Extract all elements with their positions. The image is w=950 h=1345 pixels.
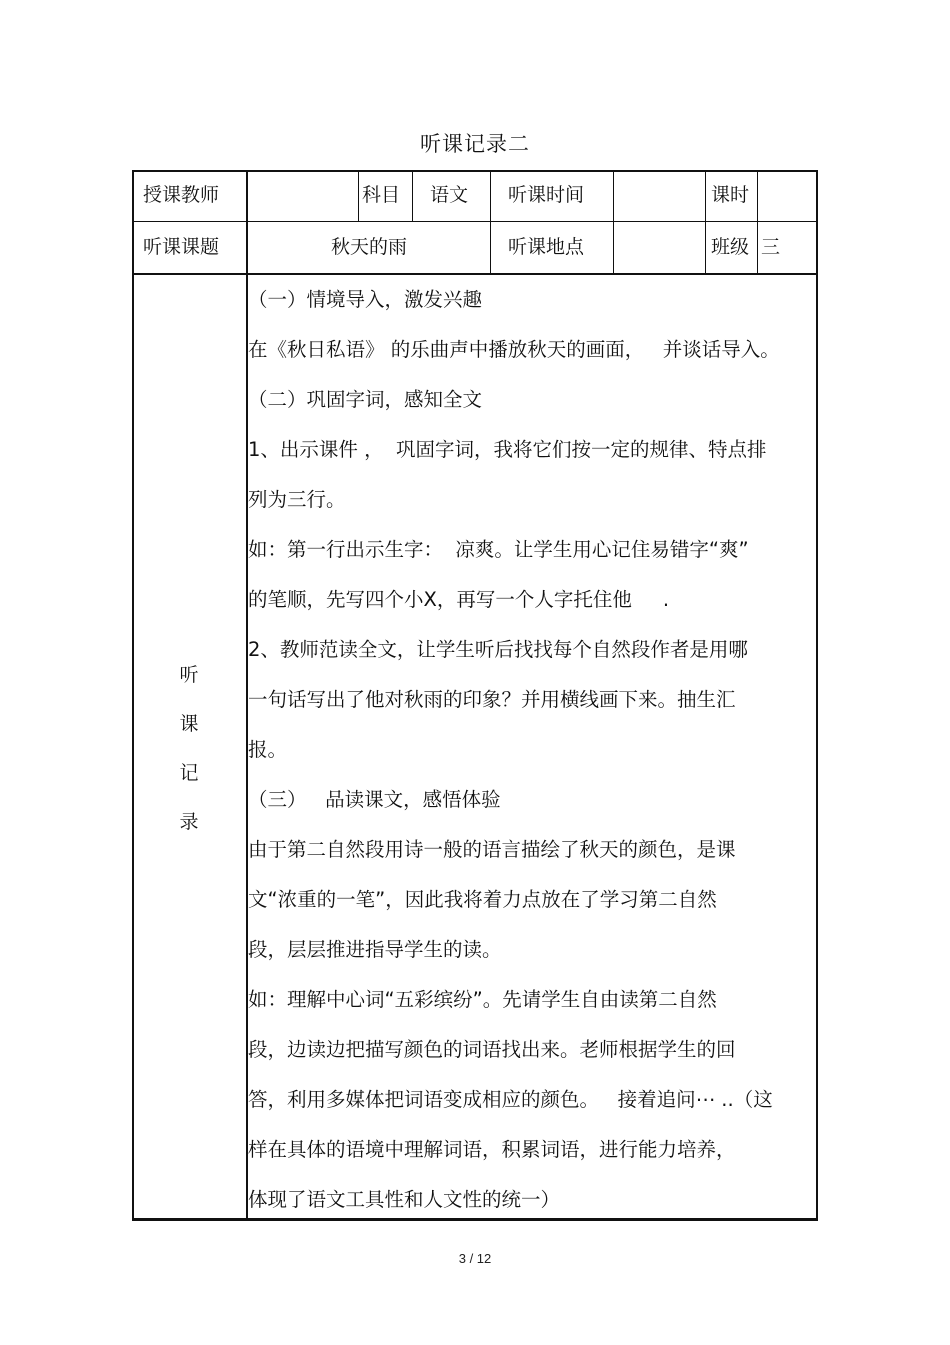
column-divider	[358, 170, 359, 222]
record-line: 样在具体的语境中理解词语，积累词语，进行能力培养，	[248, 1138, 736, 1161]
subject-value: 语文	[430, 184, 469, 206]
record-line: 文“浓重的一笔”，因此我将着力点放在了学习第二自然	[248, 888, 717, 911]
table-border-bottom	[132, 1218, 818, 1221]
record-section-label	[134, 660, 244, 856]
record-line: 答，利用多媒体把词语变成相应的颜色。 接着追问⋯ ..（这	[248, 1088, 773, 1111]
record-line: 段，层层推进指导学生的读。	[248, 938, 502, 961]
record-line: （一）情境导入，激发兴趣	[248, 288, 483, 311]
record-line: 2、教师范读全文，让学生听后找找每个自然段作者是用哪	[248, 638, 748, 661]
record-label-char: 录	[179, 811, 199, 833]
record-line: 报。	[248, 738, 288, 761]
column-divider	[613, 170, 614, 274]
page-title: 听课记录二	[420, 132, 530, 156]
topic-value: 秋天的雨	[330, 236, 407, 258]
record-line: 1、出示课件 ， 巩固字词，我将它们按一定的规律、特点排	[248, 438, 767, 461]
page-number: 3 / 12	[458, 1251, 492, 1266]
record-line: 如：理解中心词“五彩缤纷”。先请学生自由读第二自然	[248, 988, 717, 1011]
record-line: 体现了语文工具性和人文性的统一）	[248, 1188, 561, 1211]
record-line: 一句话写出了他对秋雨的印象？并用横线画下来。抽生汇	[248, 688, 736, 711]
record-label-char: 听	[179, 664, 199, 686]
record-label-char: 记	[179, 762, 199, 784]
column-divider	[757, 170, 758, 274]
record-line: 如：第一行出示生字： 凉爽。让学生用心记住易错字“爽”	[248, 538, 749, 561]
record-line: （二）巩固字词，感知全文	[248, 388, 483, 411]
period-label: 课时	[711, 184, 750, 206]
table-border-top	[132, 170, 818, 172]
column-divider	[412, 170, 413, 222]
topic-label: 听课课题	[143, 236, 220, 258]
record-label-char: 课	[179, 713, 199, 735]
record-line: （三） 品读课文，感悟体验	[248, 788, 501, 811]
record-line: 由于第二自然段用诗一般的语言描绘了秋天的颜色，是课	[248, 838, 736, 861]
time-label: 听课时间	[508, 184, 585, 206]
record-line: 在《秋日私语》 的乐曲声中播放秋天的画面， 并谈话导入。	[248, 338, 780, 361]
class-label: 班级	[711, 236, 750, 258]
row-divider	[132, 273, 818, 275]
subject-label: 科目	[362, 184, 401, 206]
record-line: 列为三行。	[248, 488, 346, 511]
column-divider	[490, 170, 491, 274]
column-divider	[705, 170, 706, 274]
teacher-label: 授课教师	[143, 184, 220, 206]
class-value: 三	[761, 236, 781, 258]
place-label: 听课地点	[508, 236, 585, 258]
record-line: 段，边读边把描写颜色的词语找出来。老师根据学生的回	[248, 1038, 736, 1061]
row-divider	[132, 221, 818, 222]
table-border-right	[816, 170, 818, 1221]
record-line: 的笔顺，先写四个小X，再写一个人字托住他 .	[248, 588, 670, 611]
